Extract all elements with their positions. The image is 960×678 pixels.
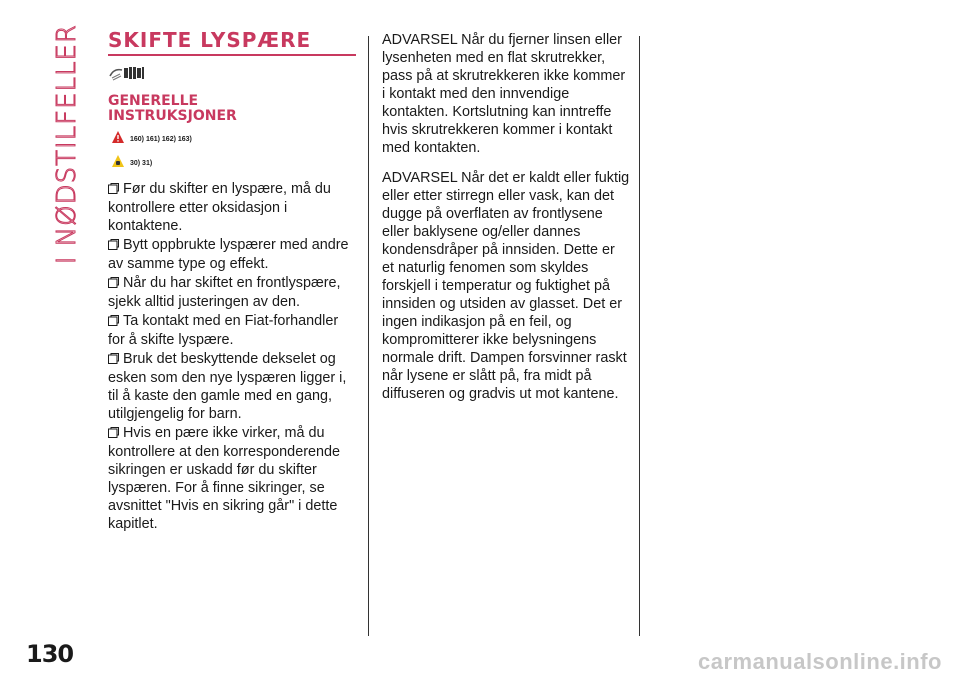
watermark: carmanualsonline.info xyxy=(698,649,942,674)
icon-row xyxy=(108,66,356,84)
checkbox-bullet-icon xyxy=(108,351,119,369)
list-item: Når du har skiftet en frontlyspære, sjekk alltid justeringen av den. xyxy=(108,275,341,310)
checkbox-bullet-icon xyxy=(108,237,119,255)
left-column xyxy=(108,28,356,534)
warning-ref-numbers: 160) 161) 162) 163) xyxy=(130,135,192,143)
column-divider xyxy=(368,36,369,636)
title-divider xyxy=(108,54,356,56)
list-item: Bruk det beskyttende dekselet og esken som den nye lyspæren ligger i, til å kaste den gamle med en gang, utilgjengelig for barn. xyxy=(108,351,347,422)
list-item: Hvis en pære ikke virker, må du kontrollere at den korresponderende sikringen er uskadd før du skifter lyspæren. For å finne sikringer, se avsnittet "Hvis en sikring går" i dette kapitlet. xyxy=(108,425,340,532)
page-number: 130 xyxy=(26,640,74,668)
warning-references xyxy=(108,130,356,148)
headlight-bulb-icon xyxy=(108,64,148,87)
checkbox-bullet-icon xyxy=(108,313,119,331)
caution-hand-icon xyxy=(112,154,124,172)
checkbox-bullet-icon xyxy=(108,181,119,199)
checkbox-bullet-icon xyxy=(108,275,119,293)
warning-paragraph: ADVARSEL Når det er kaldt eller fuktig eller etter stirregn eller vask, kan det dugge på overflaten av frontlysene eller baklysene og/eller dannes kondensdråper på innsiden. Dette er et naturlig fenomen som skyldes forskjell i temperatur og fuktighet på innsiden og utsiden av glasset. Det er ingen indikasjon på en feil, og kompromitterer ikke belysningens normale drift. Dampen forsvinner raskt når lysene er slått på, fra midt på diffuseren og gradvis ut mot kantene. xyxy=(382,170,630,402)
caution-references xyxy=(108,154,356,172)
warning-paragraph: ADVARSEL Når du fjerner linsen eller lysenheten med en flat skrutrekker, pass på at skrutrekkeren ikke kommer i kontakt med den innvendige kontakten. Kortslutning kan inntreffe hvis skrutrekkeren kommer i kontakt med kontakten. xyxy=(382,32,626,156)
caution-ref-numbers: 30) 31) xyxy=(130,159,153,167)
section-title: SKIFTE LYSPÆRE xyxy=(108,28,312,52)
list-item: Bytt oppbrukte lyspærer med andre av samme type og effekt. xyxy=(108,237,349,272)
list-item: Ta kontakt med en Fiat-forhandler for å skifte lyspære. xyxy=(108,313,339,348)
right-column xyxy=(382,31,630,415)
warning-triangle-icon xyxy=(112,130,124,148)
column-divider xyxy=(639,36,640,636)
list-item: Før du skifter en lyspære, må du kontrollere etter oksidasjon i kontaktene. xyxy=(108,181,331,234)
section-side-tab: I NØDSTILFELLER xyxy=(52,24,82,265)
checkbox-bullet-icon xyxy=(108,425,119,443)
subsection-title: GENERELLE INSTRUKSJONER xyxy=(108,93,237,124)
instruction-list xyxy=(108,180,356,533)
